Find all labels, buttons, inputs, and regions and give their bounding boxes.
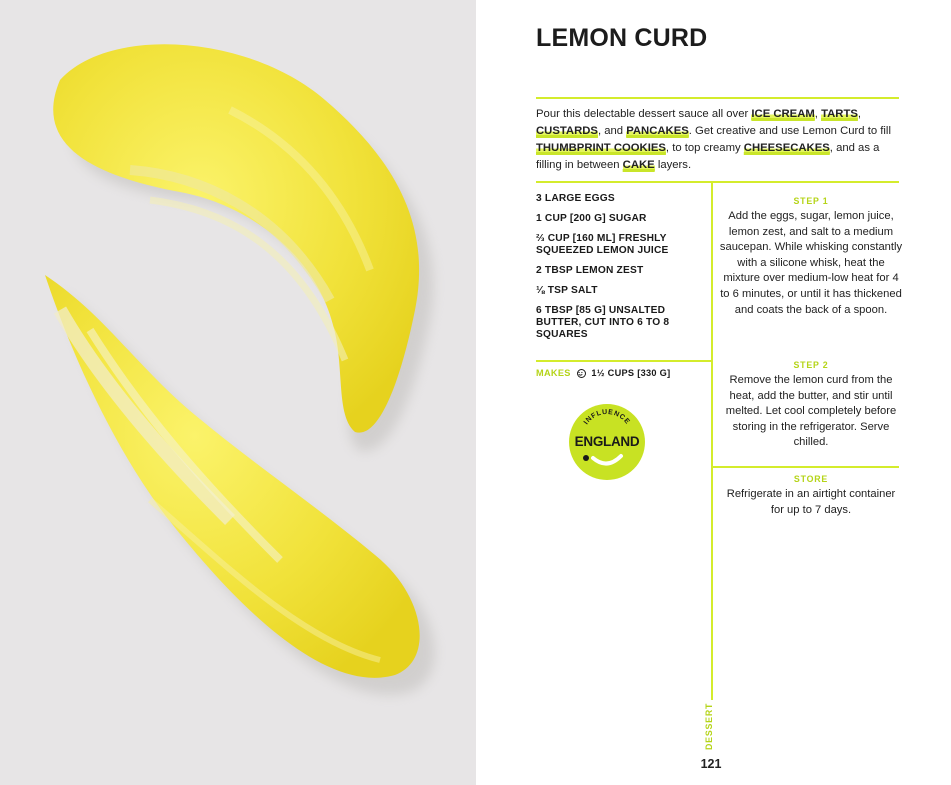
highlighted-keyword: TARTS [821,108,858,120]
store-note [719,474,903,518]
highlighted-keyword: CHEESECAKES [743,142,830,154]
step-2 [719,360,903,451]
recipe-title: LEMON CURD [536,24,708,52]
ingredient-item: 3 LARGE EGGS [536,193,615,204]
yield-value: 1½ CUPS [330 G] [591,368,671,378]
intro-text: , to top creamy [665,142,744,154]
highlighted-keyword: PANCAKES [626,125,689,137]
intro-text: layers. [654,159,692,171]
ingredient-item: 2 TBSP LEMON ZEST [536,265,644,276]
intro-text: , [814,108,822,120]
ingredient-item: 1 CUP [200 G] SUGAR [536,213,647,224]
recipe-intro [536,106,902,174]
svg-text:INFLUENCE: INFLUENCE [582,408,632,427]
intro-bottom-rule [536,181,899,183]
step-text: Remove the lemon curd from the heat, add the butter, and stir until melted. Let cool completely before storing in the refrigerator. Serve chilled. [725,374,897,449]
store-label: STORE [793,474,829,484]
influence-badge [569,404,645,480]
intro-text: Pour this delectable dessert sauce all over [536,108,752,120]
ingredient-item: ⅔ CUP [160 ML] FRESHLY SQUEEZED LEMON JUICE [536,233,669,256]
yield-label: MAKES [536,368,571,378]
steps-bottom-rule [711,466,899,468]
recipe-page [476,0,951,785]
intro-text: , [857,108,862,120]
highlighted-keyword: CUSTARDS [536,125,598,137]
page-number: 121 [700,757,722,771]
intro-text: , and as a filling in between [536,142,880,171]
step-text: Add the eggs, sugar, lemon juice, lemon zest, and salt to a medium saucepan. While whisking constantly with a silicone whisk, heat the mixture over medium-low heat for 4 to 6 minutes, or until it has thickened and coats the back of a spoon. [719,210,903,316]
ingredient-item: 6 TBSP [85 G] UNSALTED BUTTER, CUT INTO 6 TO 8 SQUARES [536,305,670,340]
smiley-icon [577,369,586,378]
yield [536,368,670,378]
highlighted-keyword: ICE CREAM [751,108,815,120]
intro-text: , and [597,125,627,137]
highlighted-keyword: CAKE [622,159,655,171]
step-1 [719,196,903,318]
store-text: Refrigerate in an airtight container for up to 7 days. [726,488,896,516]
section-label [704,703,714,750]
ingredient-list [536,193,706,349]
step-label: STEP 2 [793,360,829,370]
ingredients-bottom-rule [536,360,712,362]
highlighted-keyword: THUMBPRINT COOKIES [536,142,666,154]
step-label: STEP 1 [793,196,829,206]
section-name: DESSERT [704,702,714,750]
column-divider [711,181,713,700]
intro-top-rule [536,97,899,99]
influence-country: ENGLAND [574,434,640,449]
ingredient-item: ⅛ TSP SALT [536,285,598,296]
intro-text: . Get creative and use Lemon Curd to fill [688,125,891,137]
